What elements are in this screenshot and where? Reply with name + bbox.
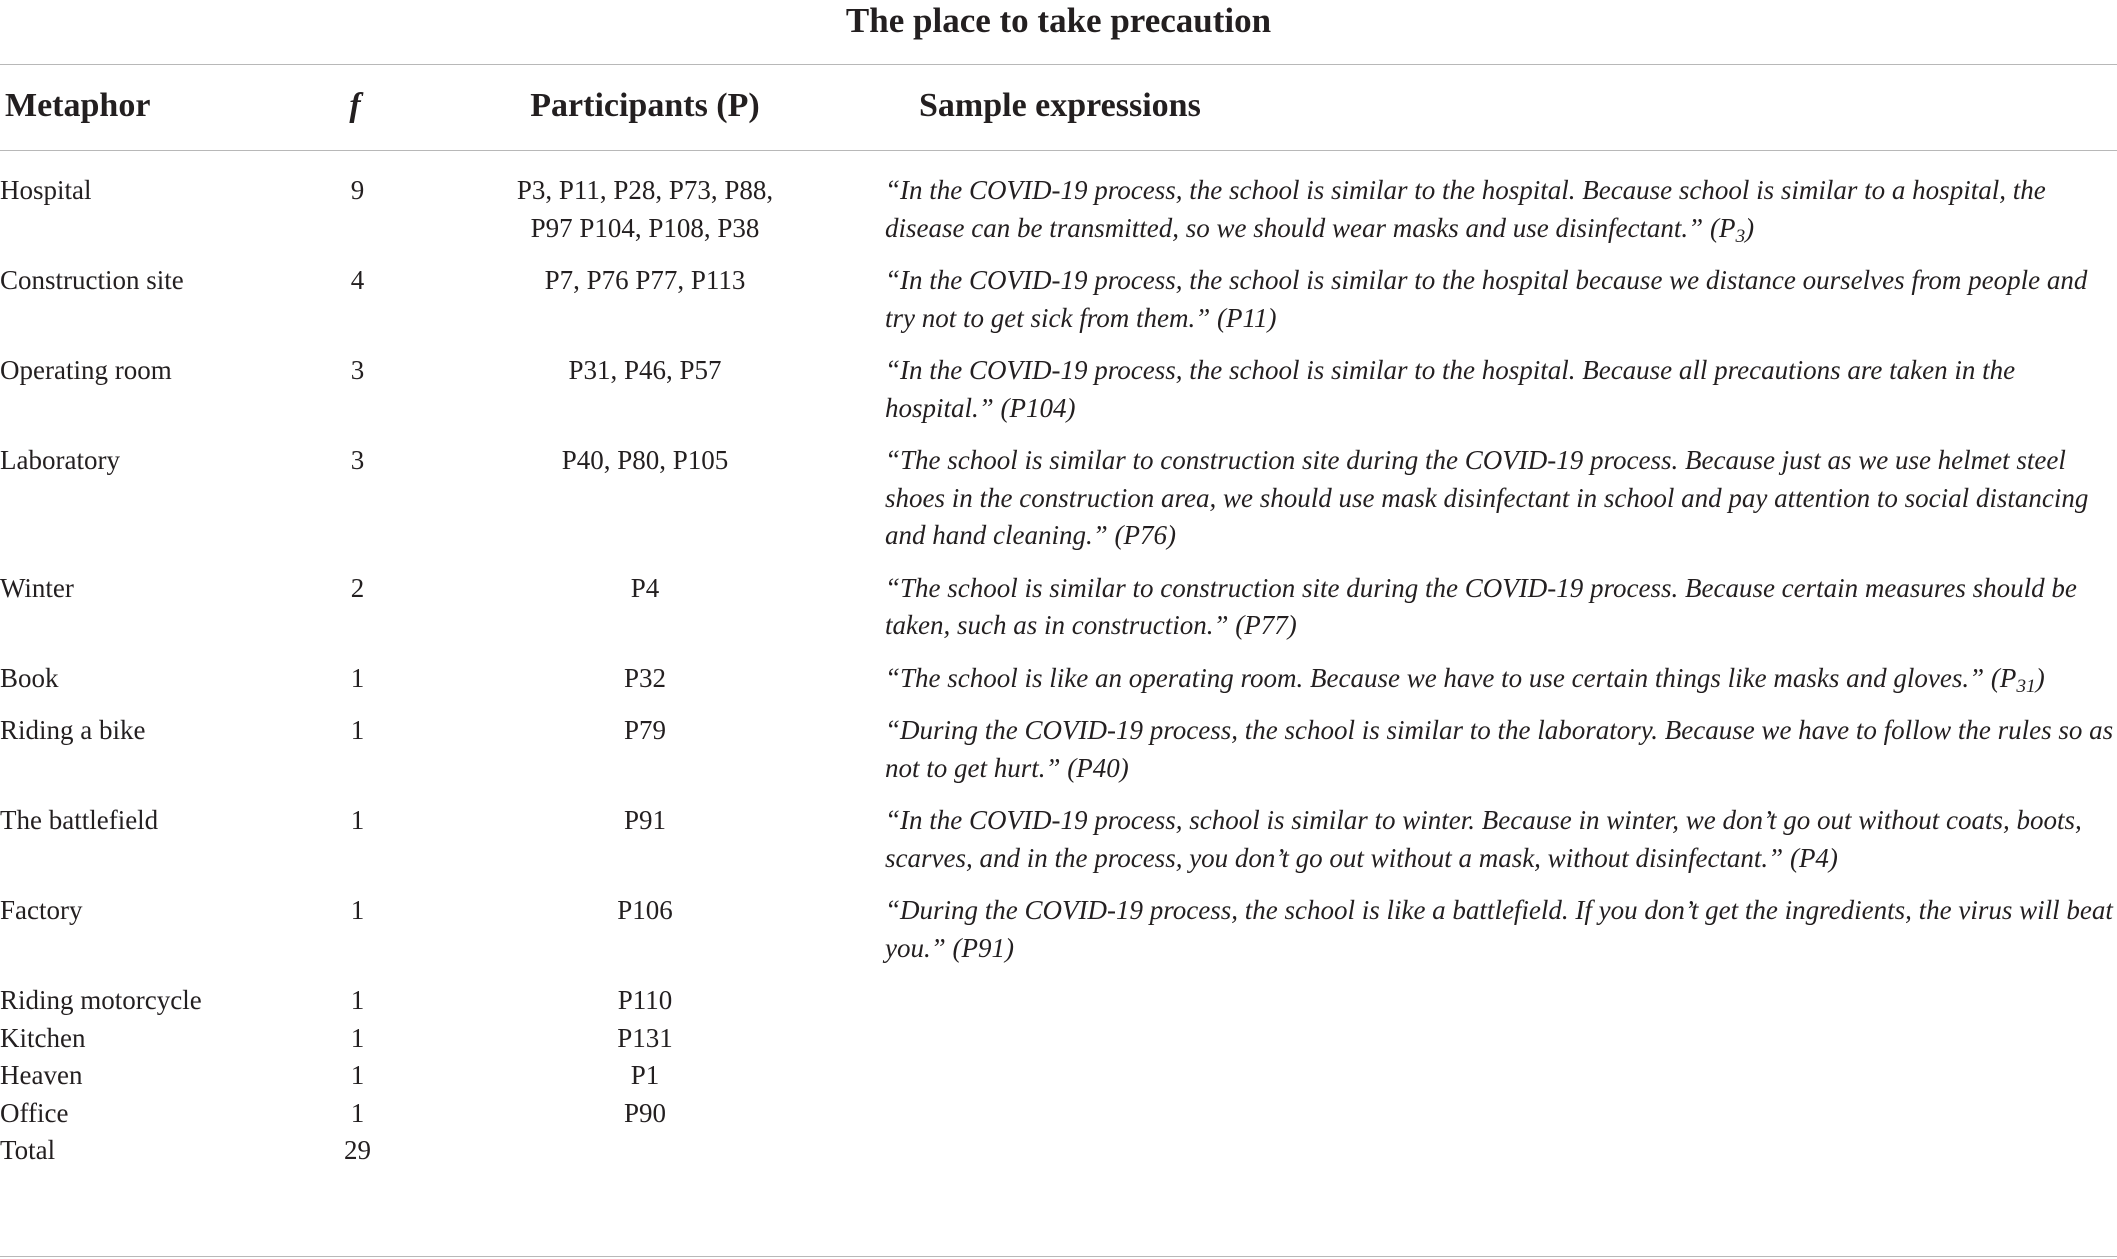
sample-expression-cell — [885, 1095, 2117, 1133]
metaphor-cell: Total — [0, 1135, 56, 1165]
participants-line: P40, P80, P105 — [561, 445, 729, 475]
frequency-cell: 1 — [350, 1097, 365, 1128]
participants-line: P97 P104, P108, P38 — [530, 212, 760, 243]
table-row — [0, 892, 2117, 982]
participants-cell — [405, 442, 885, 570]
metaphor-cell: Hospital — [0, 175, 92, 205]
frequency-cell: 1 — [350, 1060, 365, 1090]
metaphor-cell: Heaven — [0, 1060, 83, 1090]
sample-expression-cell — [885, 892, 2117, 982]
participants-cell — [405, 172, 885, 262]
frequency-cell: 1 — [350, 662, 365, 693]
metaphor-cell: Winter — [0, 572, 74, 603]
sample-expression-text: “The school is similar to construction site during the COVID-19 process. Because just as we use helmet steel shoes in the construction area, we should use mask disinfectant in school and pay attention to social distancing and hand cleaning.” (P76) — [885, 445, 2089, 550]
metaphor-cell: Operating room — [0, 355, 172, 385]
participants-cell — [405, 712, 885, 802]
table-row — [0, 262, 2117, 352]
participants-line: P7, P76 P77, P113 — [544, 265, 746, 295]
participants-line: P90 — [623, 1097, 667, 1128]
participants-cell — [405, 1057, 885, 1095]
sample-expression-cell — [885, 570, 2117, 660]
sample-expression-cell — [885, 262, 2117, 352]
metaphor-cell: Riding motorcycle — [0, 985, 202, 1015]
frequency-cell: 1 — [350, 895, 365, 925]
participants-line: P31, P46, P57 — [568, 355, 722, 385]
top-rule — [0, 64, 2117, 65]
table-row — [0, 1095, 2117, 1133]
sample-expression-cell — [885, 172, 2117, 262]
participants-line: P32 — [623, 662, 667, 693]
bottom-rule — [0, 1256, 2117, 1257]
table-row — [0, 1057, 2117, 1095]
sample-expression-cell — [885, 660, 2117, 713]
sample-expression-text: “In the COVID-19 process, the school is similar to the hospital because we distance ourselves from people and try not to get sick from them.” (P11) — [885, 265, 2088, 333]
header-frequency: f — [349, 87, 361, 124]
metaphor-cell: Office — [0, 1097, 69, 1128]
sample-expression-text: “In the COVID-19 process, school is similar to winter. Because in winter, we don’t go out without coats, boots, scarves, and in the process, you don’t go out without a mask, without disinfectant.” (P4) — [885, 805, 2082, 873]
sample-expression-tail: ) — [1745, 212, 1755, 243]
table-row — [0, 982, 2117, 1020]
participants-cell — [405, 570, 885, 660]
frequency-cell: 3 — [350, 355, 365, 385]
metaphor-cell: Kitchen — [0, 1022, 86, 1053]
data-table — [0, 172, 2117, 1170]
metaphor-cell: Riding a bike — [0, 715, 146, 745]
header-metaphor: Metaphor — [5, 87, 151, 124]
metaphor-cell: Factory — [0, 895, 83, 925]
table-body — [0, 172, 2117, 1170]
sample-expression-text: “During the COVID-19 process, the school is similar to the laboratory. Because we have to follow the rules so as not to get hurt.” (P40) — [885, 715, 2114, 783]
metaphor-cell: The battlefield — [0, 805, 159, 835]
sample-expression-text: “In the COVID-19 process, the school is similar to the hospital. Because school is similar to a hospital, the disease can be transmitted, so we should wear masks and use disinfectant.” (P — [885, 175, 2046, 243]
table-title: The place to take precaution — [845, 1, 1272, 40]
participants-cell — [405, 660, 885, 713]
participants-cell — [405, 1020, 885, 1058]
sample-expression-cell — [885, 1020, 2117, 1058]
frequency-cell: 1 — [350, 715, 365, 745]
participants-line: P4 — [630, 572, 660, 603]
sample-expression-cell — [885, 712, 2117, 802]
metaphor-cell: Book — [0, 662, 59, 693]
participant-subscript: 31 — [2016, 675, 2036, 697]
metaphor-cell: Construction site — [0, 265, 184, 295]
participants-line: P106 — [617, 895, 673, 925]
sample-expression-cell — [885, 1057, 2117, 1095]
sample-expression-cell — [885, 802, 2117, 892]
frequency-cell: 4 — [350, 265, 365, 295]
participants-line: P131 — [617, 1022, 673, 1053]
sample-expression-cell — [885, 352, 2117, 442]
participants-cell — [405, 1095, 885, 1133]
sample-expression-text: “The school is similar to construction site during the COVID-19 process. Because certain measures should be taken, such as in construction.” (P77) — [885, 572, 2077, 640]
participants-cell — [405, 892, 885, 982]
participant-subscript: 3 — [1735, 225, 1746, 247]
sample-expression-tail: ) — [2035, 662, 2045, 693]
frequency-cell: 9 — [350, 175, 365, 205]
header-rule — [0, 150, 2117, 151]
participants-cell — [405, 352, 885, 442]
participants-line: P1 — [630, 1060, 660, 1090]
frequency-cell: 1 — [350, 985, 365, 1015]
participants-line: P79 — [623, 715, 667, 745]
frequency-cell: 2 — [350, 572, 365, 603]
frequency-cell: 3 — [350, 445, 365, 475]
table-row — [0, 442, 2117, 570]
participants-cell — [405, 1132, 885, 1170]
table-row — [0, 802, 2117, 892]
participants-line: P3, P11, P28, P73, P88, — [516, 175, 774, 205]
sample-expression-cell — [885, 982, 2117, 1020]
participants-cell — [405, 982, 885, 1020]
header-participants: Participants (P) — [530, 87, 760, 124]
frequency-cell: 1 — [350, 805, 365, 835]
participants-cell — [405, 262, 885, 352]
table-row — [0, 712, 2117, 802]
metaphor-cell: Laboratory — [0, 445, 120, 475]
participants-line: P110 — [617, 985, 673, 1015]
sample-expression-cell — [885, 442, 2117, 570]
table-row — [0, 1132, 2117, 1170]
participants-cell — [405, 802, 885, 892]
table-row — [0, 1020, 2117, 1058]
frequency-cell: 1 — [350, 1022, 365, 1053]
header-sample-expressions: Sample expressions — [919, 87, 1201, 124]
frequency-cell: 29 — [344, 1135, 371, 1165]
table-row — [0, 570, 2117, 660]
table-row — [0, 172, 2117, 262]
sample-expression-text: “In the COVID-19 process, the school is similar to the hospital. Because all precautions are taken in the hospital.” (P104) — [885, 355, 2016, 423]
sample-expression-text: “During the COVID-19 process, the school is like a battlefield. If you don’t get the ingredients, the virus will beat you.” (P91) — [885, 895, 2113, 963]
table-row — [0, 660, 2117, 713]
sample-expression-cell — [885, 1132, 2117, 1170]
table-row — [0, 352, 2117, 442]
sample-expression-text: “The school is like an operating room. Because we have to use certain things like masks and gloves.” (P — [885, 662, 2017, 693]
participants-line: P91 — [623, 805, 667, 835]
